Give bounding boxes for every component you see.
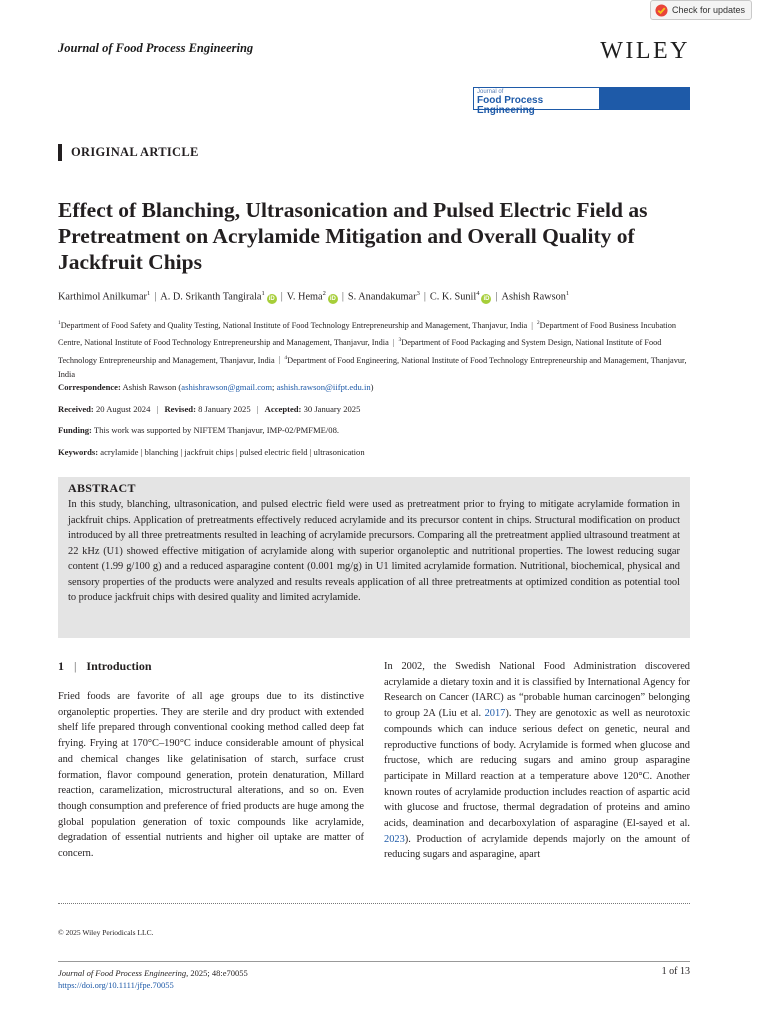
check-for-updates-button[interactable] — [650, 0, 752, 20]
intro-paragraph-right — [384, 659, 690, 863]
orcid-icon[interactable]: iD — [483, 296, 490, 303]
revised-label: Revised: — [164, 404, 196, 414]
citation-link[interactable]: 2023 — [384, 833, 405, 845]
section-title: Introduction — [86, 659, 152, 673]
section-divider: | — [74, 659, 77, 673]
footer-citation — [58, 968, 248, 978]
correspondence-name: Ashish Rawson ( — [122, 382, 182, 392]
abstract-box — [58, 477, 690, 638]
affiliation-number: 3 — [398, 337, 402, 344]
intro-text-3: ). Production of acrylamide depends majorly on the amount of reducing sugars and asparagine, apart — [384, 833, 690, 861]
author-separator: | — [423, 291, 426, 303]
check-updates-icon — [655, 4, 668, 17]
check-updates-label: Check for updates — [671, 5, 745, 15]
accepted-label: Accepted: — [264, 404, 302, 414]
author-name[interactable]: V. Hema — [286, 291, 323, 303]
affiliation-text: Department of Food Business Incubation Centre, National Institute of Food Technology Entrepreneurship and Management, Thanjavur, India — [58, 320, 677, 348]
keywords-text: acrylamide | blanching | jackfruit chips | pulsed electric field | ultrasonication — [100, 447, 365, 457]
footer-divider — [58, 961, 690, 962]
section-heading-introduction — [58, 659, 152, 674]
correspondence-close: ) — [370, 382, 374, 392]
journal-logo-title: Food Process Engineering — [477, 95, 544, 116]
author-affiliation-number: 1 — [261, 290, 265, 297]
journal-name: Journal of Food Process Engineering — [58, 41, 254, 55]
author-name[interactable]: Karthimol Anilkumar — [58, 291, 147, 303]
affiliation-number: 1 — [58, 320, 61, 326]
article-title: Effect of Blanching, Ultrasonication and Pulsed Electric Field as Pretreatment on Acrylamide Mitigation and Overall Quality of Jackfruit Chips — [58, 198, 648, 274]
orcid-icon[interactable]: iD — [329, 296, 336, 303]
received-label: Received: — [58, 404, 94, 414]
author-separator: | — [154, 291, 157, 303]
author-affiliation-number: 3 — [416, 290, 420, 297]
accepted-date: 30 January 2025 — [303, 404, 361, 414]
received-date: 20 August 2024 — [95, 404, 151, 414]
publisher-logo: WILEY — [600, 38, 690, 64]
email-link-2[interactable]: ashish.rawson@iifpt.edu.in — [276, 382, 371, 392]
author-name[interactable]: Ashish Rawson — [501, 291, 566, 303]
author-separator: | — [495, 291, 498, 303]
author-affiliation-number: 1 — [146, 290, 151, 297]
affiliation-text: Department of Food Safety and Quality Testing, National Institute of Food Technology Entrepreneurship and Management, Thanjavur, India — [60, 320, 528, 330]
author-list — [58, 287, 698, 304]
intro-paragraph-left: Fried foods are favorite of all age groups due to its distinctive organoleptic properties. They are sterile and dry product with extended shelf life prepared through conventional cooking method called deep fat frying. Frying at 170°C–190°C induce considerable amount of physical and chemical changes like gelatinisation of starch, surface crust formation, flavor compound generation, protein denaturation, Millard reaction, caramelization, microstructural alterations, and so on. Even though consumption and preference of fried products are huge among the global population generation of toxic compounds like acrylamide, degradation of essential nutrients and higher oil uptake are matter of concern. — [58, 691, 364, 860]
footnote-divider — [58, 903, 690, 904]
section-number: 1 — [58, 659, 64, 673]
funding — [58, 424, 698, 436]
footer-journal-name: Journal of Food Process Engineering, — [58, 968, 189, 978]
funding-text: This work was supported by NIFTEM Thanjavur, IMP-02/PMFME/08. — [93, 425, 340, 435]
affiliation-text: Department of Food Engineering, National Institute of Food Technology Entrepreneurship and Management, Thanjavur, India — [58, 355, 687, 379]
citation-link[interactable]: 2017 — [484, 708, 506, 720]
journal-logo — [473, 87, 690, 116]
funding-label: Funding: — [58, 425, 92, 435]
article-type: ORIGINAL ARTICLE — [58, 144, 199, 161]
correspondence — [58, 381, 698, 393]
copyright: © 2025 Wiley Periodicals LLC. — [58, 928, 154, 937]
author-affiliation-number: 4 — [476, 290, 480, 297]
affiliation-separator: | — [278, 355, 281, 365]
journal-logo-bar — [599, 88, 689, 109]
affiliation-separator: | — [392, 338, 395, 348]
author-affiliation-number: 2 — [322, 290, 326, 297]
affiliation-text: Department of Food Packaging and System Design, National Institute of Food Technology Entrepreneurship and Management, Thanjavur, India — [58, 338, 662, 365]
correspondence-label: Correspondence: — [58, 382, 121, 392]
page-number: 1 of 13 — [661, 966, 690, 977]
author-affiliation-number: 1 — [565, 290, 570, 297]
author-separator: | — [280, 291, 283, 303]
doi-link[interactable]: https://doi.org/10.1111/jfpe.70055 — [58, 980, 174, 990]
email-separator: ; — [272, 382, 277, 392]
abstract-heading: ABSTRACT — [68, 481, 136, 495]
article-dates — [58, 403, 698, 415]
affiliation-separator: | — [531, 320, 533, 330]
intro-text-1: In 2002, the Swedish National Food Administration discovered acrylamide a dietary toxin and it is classified by International Agency for Research on Cancer (IARC) as “probable human carcinogen” belonging to group 2A (Liu et al. — [384, 661, 690, 720]
affiliations — [58, 316, 698, 382]
author-name[interactable]: C. K. Sunil — [429, 291, 477, 303]
affiliation-number: 2 — [536, 320, 540, 326]
author-name[interactable]: A. D. Srikanth Tangirala — [160, 291, 262, 303]
intro-text-2: ). They are genotoxic as well as neurotoxic compounds which can induce serious defect on genetic, neural and reproductive functions of body. Acrylamide is formed when glucose and fructose, which are reducing sugars and amino group asparagine participate in Millard reaction at a temperature above 120°C. Another known routes of acrylamide production includes reaction of aspartic acid with glucose and fructose, thermal degradation of proteins and amino acids, deamination and decarboxylation of asparagine (El-sayed et al. — [384, 708, 690, 830]
revised-date: 8 January 2025 — [198, 404, 251, 414]
author-name[interactable]: S. Anandakumar — [347, 291, 417, 303]
affiliation-number: 4 — [284, 354, 288, 361]
orcid-icon[interactable]: iD — [268, 296, 275, 303]
author-separator: | — [341, 291, 344, 303]
keywords — [58, 446, 698, 458]
date-separator: | — [156, 404, 159, 414]
abstract-text: In this study, blanching, ultrasonication, and pulsed electric field were used as pretreatment prior to frying to mitigate acrylamide formation in jackfruit chips. Application of pretreatments effectively reduced acrylamide and its precursor content in chips. Structural modification on product introduced by all three pretreatments resulted in leaching of acrylamide precursors. Comparing all the pretreatment applied ultrasound treatment at 22 kHz (U1) showed effective mitigation of acrylamide along with superior organoleptic and nutritional properties. The lowest reducing sugar content (1.99 g/100 g) and a reduced asparagine content (0.001 mg/g) in U1 limited acrylamide formation. Nutritional, biochemical, physical and sensory properties of the products were analyzed and results reveals application of all three pretreatments at optimized condition as potential tool to produce jackfruit chips with desired quality and limited acrylamide. — [68, 499, 680, 603]
email-link-1[interactable]: ashishrawson@gmail.com — [181, 382, 273, 392]
date-separator: | — [256, 404, 259, 414]
journal-logo-prefix: Journal of — [477, 89, 504, 95]
keywords-label: Keywords: — [58, 447, 99, 457]
footer-volume: 2025; 48:e70055 — [188, 968, 248, 978]
